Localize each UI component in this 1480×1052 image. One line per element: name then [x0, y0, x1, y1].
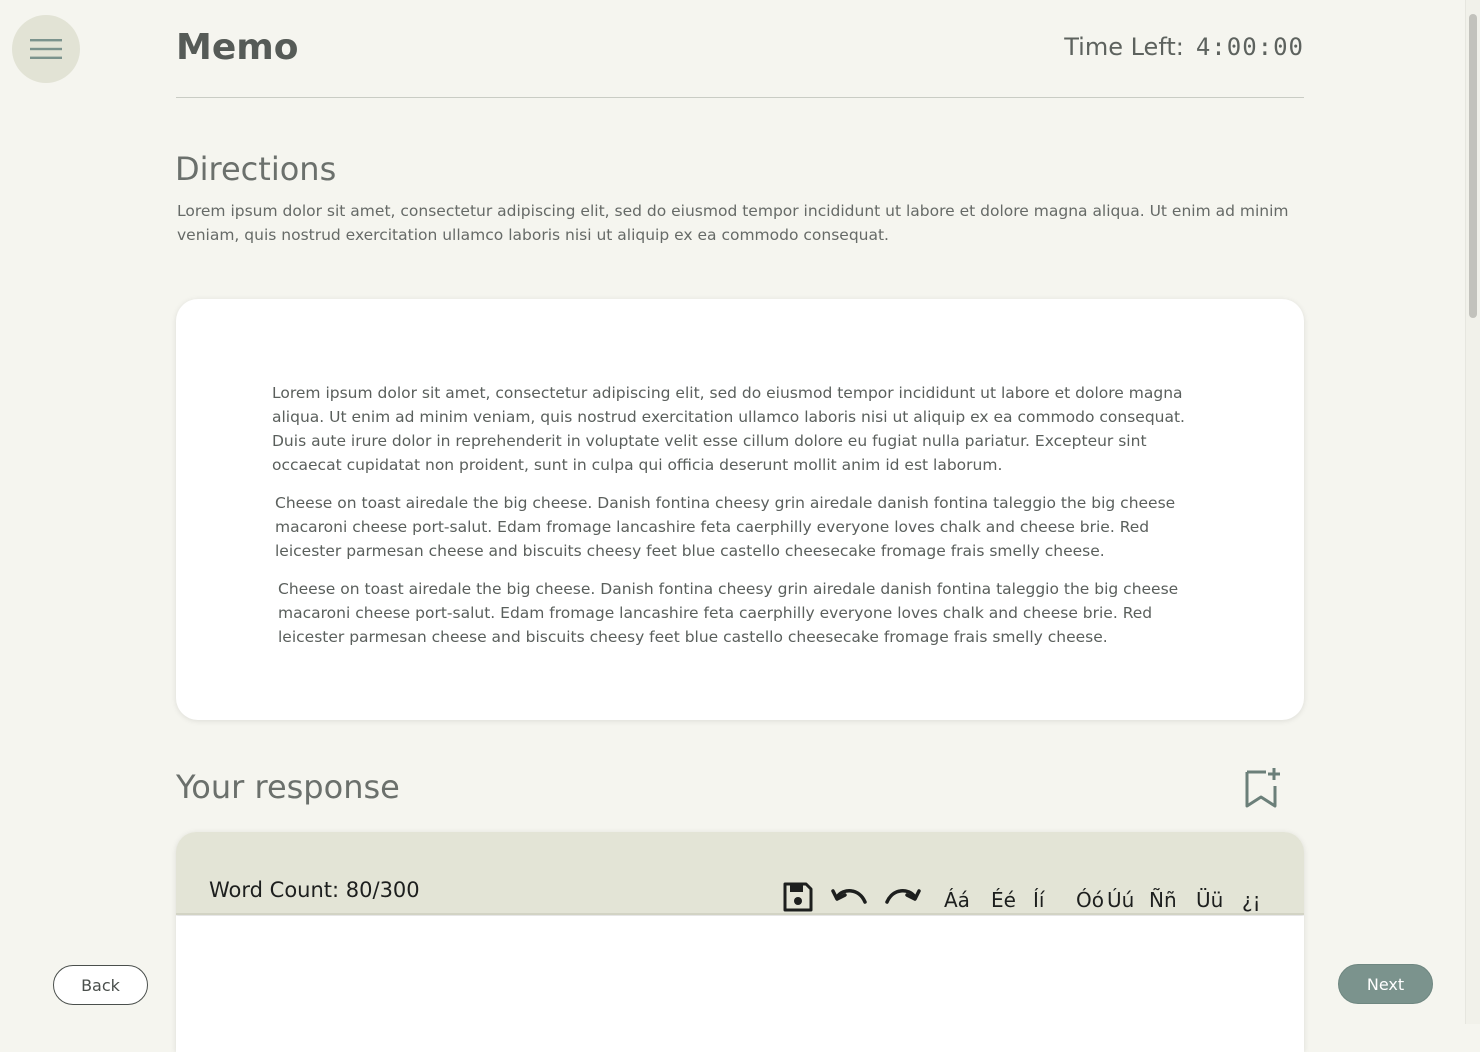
- save-button[interactable]: [780, 880, 816, 914]
- char-button-u-acute[interactable]: Úú: [1107, 888, 1135, 912]
- response-editor: [176, 832, 1304, 1052]
- hamburger-menu-icon: [30, 38, 62, 60]
- char-button-i-acute[interactable]: Íí: [1033, 888, 1045, 912]
- save-icon: [782, 881, 814, 913]
- next-button[interactable]: Next: [1338, 964, 1433, 1004]
- scrollbar-thumb[interactable]: [1469, 14, 1477, 318]
- directions-text: Lorem ipsum dolor sit amet, consectetur adipiscing elit, sed do eiusmod tempor incididunt ut labore et dolore magna aliqua. Ut enim ad minim veniam, quis nostrud exercitation ullamco laboris nisi ut aliquip ex ea commodo consequat.: [177, 202, 1289, 244]
- redo-icon: [883, 884, 921, 910]
- undo-button[interactable]: [830, 880, 870, 914]
- char-button-n-tilde[interactable]: Ññ: [1149, 888, 1177, 912]
- char-button-a-acute[interactable]: Áá: [944, 888, 970, 912]
- response-textarea[interactable]: [176, 916, 1304, 1052]
- page-scrollbar[interactable]: [1465, 0, 1480, 1024]
- timer-label: Time Left:: [1064, 33, 1184, 61]
- back-button[interactable]: Back: [53, 965, 148, 1005]
- char-button-o-acute[interactable]: Óó: [1076, 888, 1104, 912]
- char-button-inverted-marks[interactable]: ¿¡: [1242, 888, 1261, 912]
- undo-icon: [831, 884, 869, 910]
- word-count: Word Count: 80/300: [209, 878, 420, 902]
- passage-card: [176, 299, 1304, 720]
- editor-toolbar: [176, 832, 1304, 915]
- page-title: Memo: [176, 27, 299, 68]
- timer-value: 4:00:00: [1195, 33, 1304, 61]
- bookmark-button[interactable]: [1242, 766, 1282, 810]
- header: [176, 0, 1304, 98]
- redo-button[interactable]: [882, 880, 922, 914]
- char-button-u-umlaut[interactable]: Üü: [1196, 888, 1224, 912]
- passage-paragraph-2: Cheese on toast airedale the big cheese. Danish fontina cheesy grin airedale danish fontina taleggio the big cheese macaroni cheese port-salut. Edam fromage lancashire feta caerphilly everyone loves chalk and cheese brie. Red leicester parmesan cheese and biscuits cheesy feet blue castello cheesecake fromage frais smelly cheese.: [275, 494, 1176, 560]
- char-button-e-acute[interactable]: Éé: [991, 888, 1016, 912]
- timer: [1064, 33, 1304, 61]
- directions-title: Directions: [175, 150, 337, 188]
- bookmark-add-icon: [1242, 766, 1282, 810]
- response-title: Your response: [176, 768, 400, 806]
- menu-button[interactable]: [12, 15, 80, 83]
- passage-paragraph-3: Cheese on toast airedale the big cheese. Danish fontina cheesy grin airedale danish fontina taleggio the big cheese macaroni cheese port-salut. Edam fromage lancashire feta caerphilly everyone loves chalk and cheese brie. Red leicester parmesan cheese and biscuits cheesy feet blue castello cheesecake fromage frais smelly cheese.: [278, 580, 1179, 646]
- passage-paragraph-1: Lorem ipsum dolor sit amet, consectetur adipiscing elit, sed do eiusmod tempor incididunt ut labore et dolore magna aliqua. Ut enim ad minim veniam, quis nostrud exercitation ullamco laboris nisi ut aliquip ex ea commodo consequat. Duis aute irure dolor in reprehenderit in voluptate velit esse cillum dolore eu fugiat nulla pariatur. Excepteur sint occaecat cupidatat non proident, sunt in culpa qui officia deserunt mollit anim id est laborum.: [272, 384, 1185, 474]
